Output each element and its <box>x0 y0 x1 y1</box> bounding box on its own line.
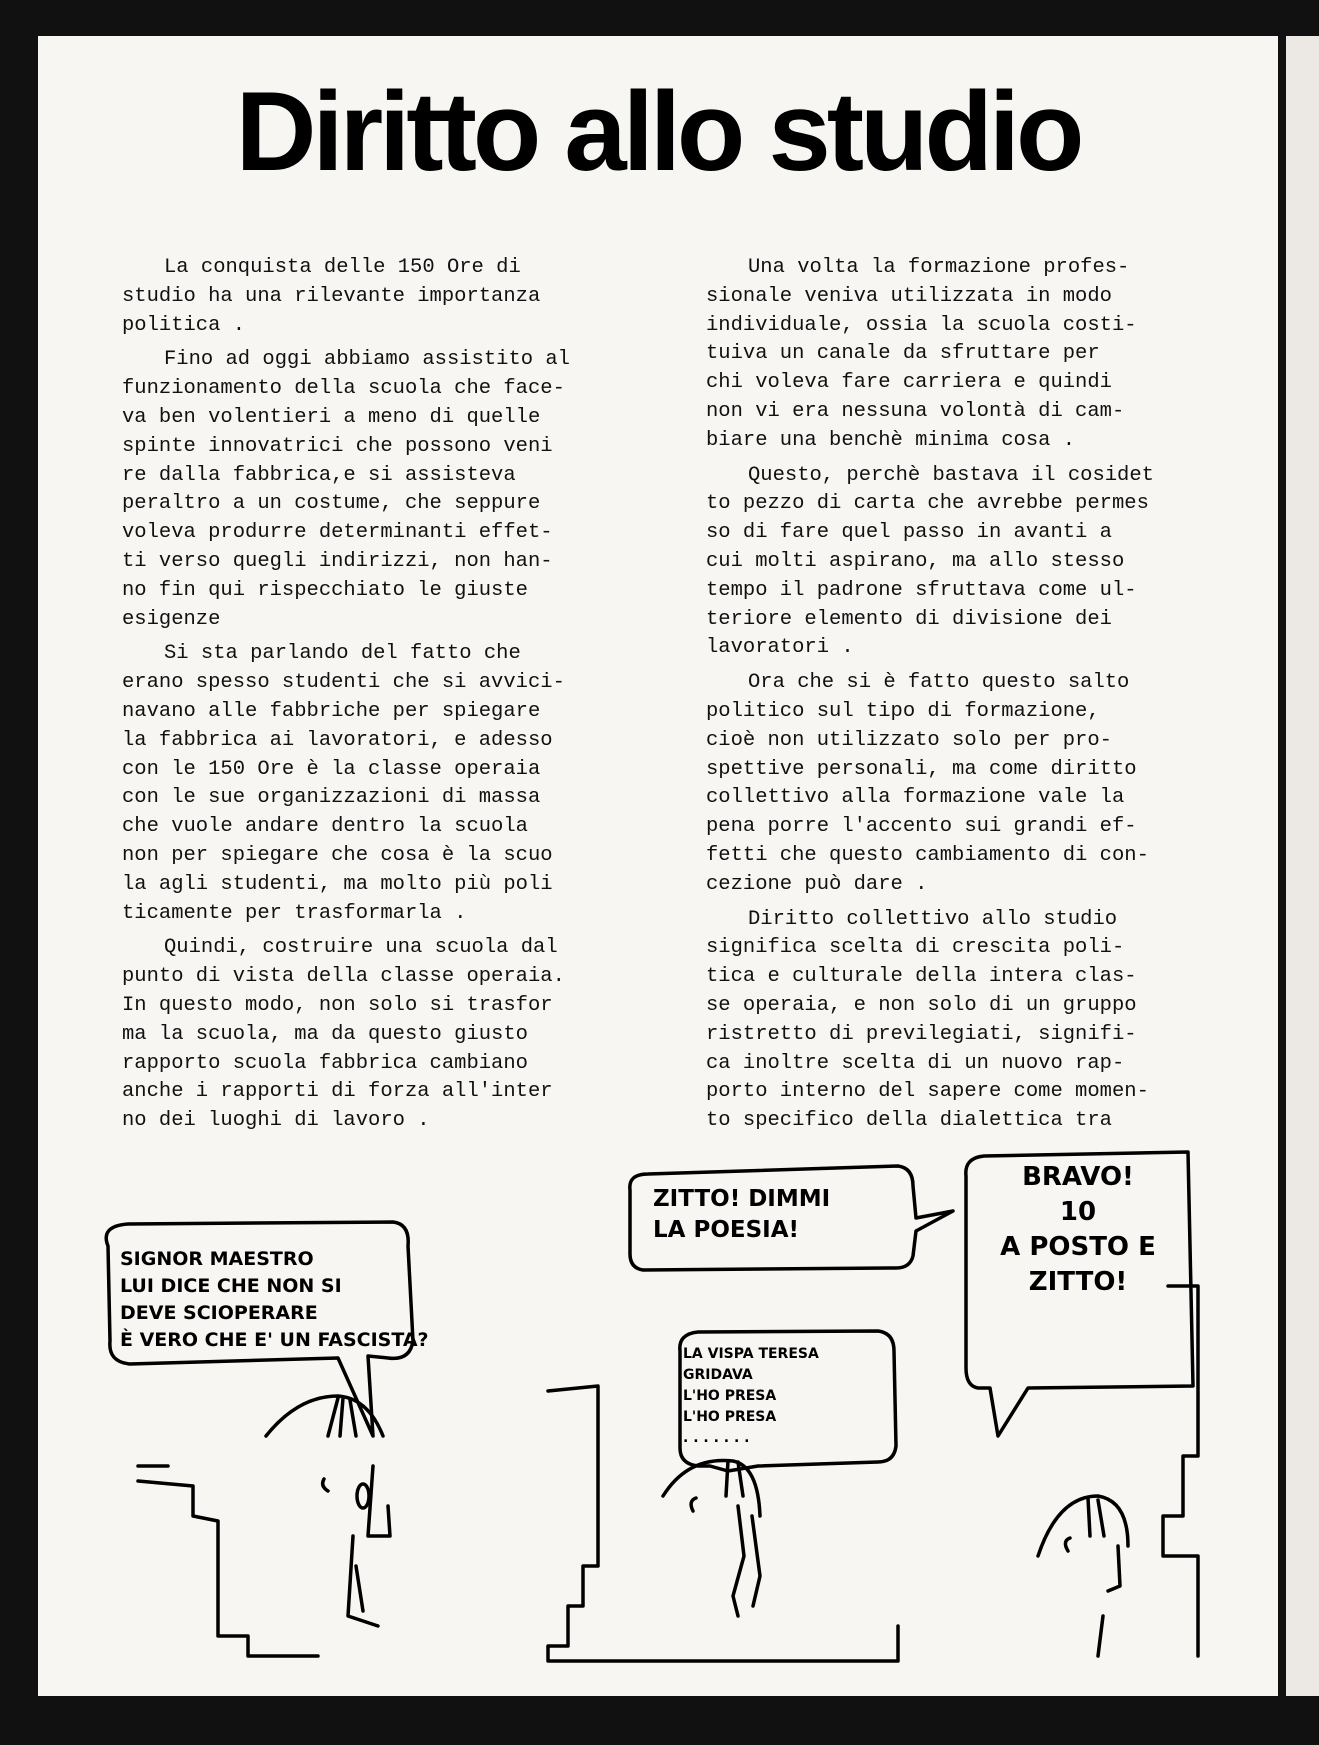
paragraph: La conquista delle 150 Ore di studio ha una rilevante importanza politica . <box>122 256 541 337</box>
speech-bubble-4-text: BRAVO! 10 A POSTO E ZITTO! <box>1000 1162 1156 1297</box>
paragraph: Si sta parlando del fatto che erano spesso studenti che si avvici- navano alle fabbriche per spiegare la fabbrica ai lavoratori, e adesso con le 150 Ore è la classe operaia con le sue organizzazioni di massa che vuole andare dentro la scuola non per spiegare che cosa è la scuo la agli studenti, ma molto più poli ticamente per trasformarla . <box>122 642 565 925</box>
paragraph: Quindi, costruire una scuola dal punto di vista della classe operaia. In questo modo, non solo si trasfor ma la scuola, ma da questo giusto rapporto scuola fabbrica cambiano anche i rapporti di forza all'inter no dei luoghi di lavoro . <box>122 936 565 1133</box>
comic-strip <box>38 1136 1278 1696</box>
paragraph: Ora che si è fatto questo salto politico sul tipo di formazione, cioè non utilizzato solo per pro- spettive personali, ma come diritto collettivo alla formazione vale la pena porre l'accento sui grandi ef- fetti che questo cambiamento di con- cezione può dare . <box>706 671 1149 896</box>
speech-bubble-3-text: LA VISPA TERESA GRIDAVA L'HO PRESA L'HO PRESA . . . . . . . <box>683 1346 819 1446</box>
paragraph: Una volta la formazione profes- sionale veniva utilizzata in modo individuale, ossia la scuola costi- tuiva un canale da sfruttare per chi voleva fare carriera e quindi non vi era nessuna volontà di cam- biare una benchè minima cosa . <box>706 256 1137 452</box>
teacher-figure <box>663 1460 760 1616</box>
paragraph: Questo, perchè bastava il cosidet to pezzo di carta che avrebbe permes so di fare quel passo in avanti a cui molti aspirano, ma allo stesso tempo il padrone sfruttava come ul- teriore elemento di divisione dei lavoratori . <box>706 463 1154 660</box>
adjacent-page-edge <box>1286 36 1319 1696</box>
speech-bubble-1-text: SIGNOR MAESTRO LUI DICE CHE NON SI DEVE SCIOPERARE È VERO CHE E' UN FASCISTA? <box>120 1248 429 1351</box>
paragraph: Fino ad oggi abbiamo assistito al funzionamento della scuola che face- va ben volentieri a meno di quelle spinte innovatrici che possono veni re dalla fabbrica,e si assisteva peraltro a un costume, che seppure voleva produrre determinanti effet- ti verso quegli indirizzi, non han- no fin qui rispecchiato le giuste esigenze <box>122 348 570 631</box>
boy-figure <box>1038 1496 1128 1656</box>
paragraph: Diritto collettivo allo studio significa scelta di crescita poli- tica e culturale della intera clas- se operaia, e non solo di un gruppo ristretto di previlegiati, signifi- ca inoltre scelta di un nuovo rap- porto interno del sapere come momen- to specifico della dialettica tra <box>706 907 1149 1133</box>
speech-bubble-2-text: ZITTO! DIMMI LA POESIA! <box>653 1186 831 1243</box>
magazine-page <box>38 36 1278 1696</box>
article-title: Diritto allo studio <box>235 69 1081 194</box>
right-text-column <box>706 254 1278 1136</box>
left-text-column <box>122 254 692 1136</box>
